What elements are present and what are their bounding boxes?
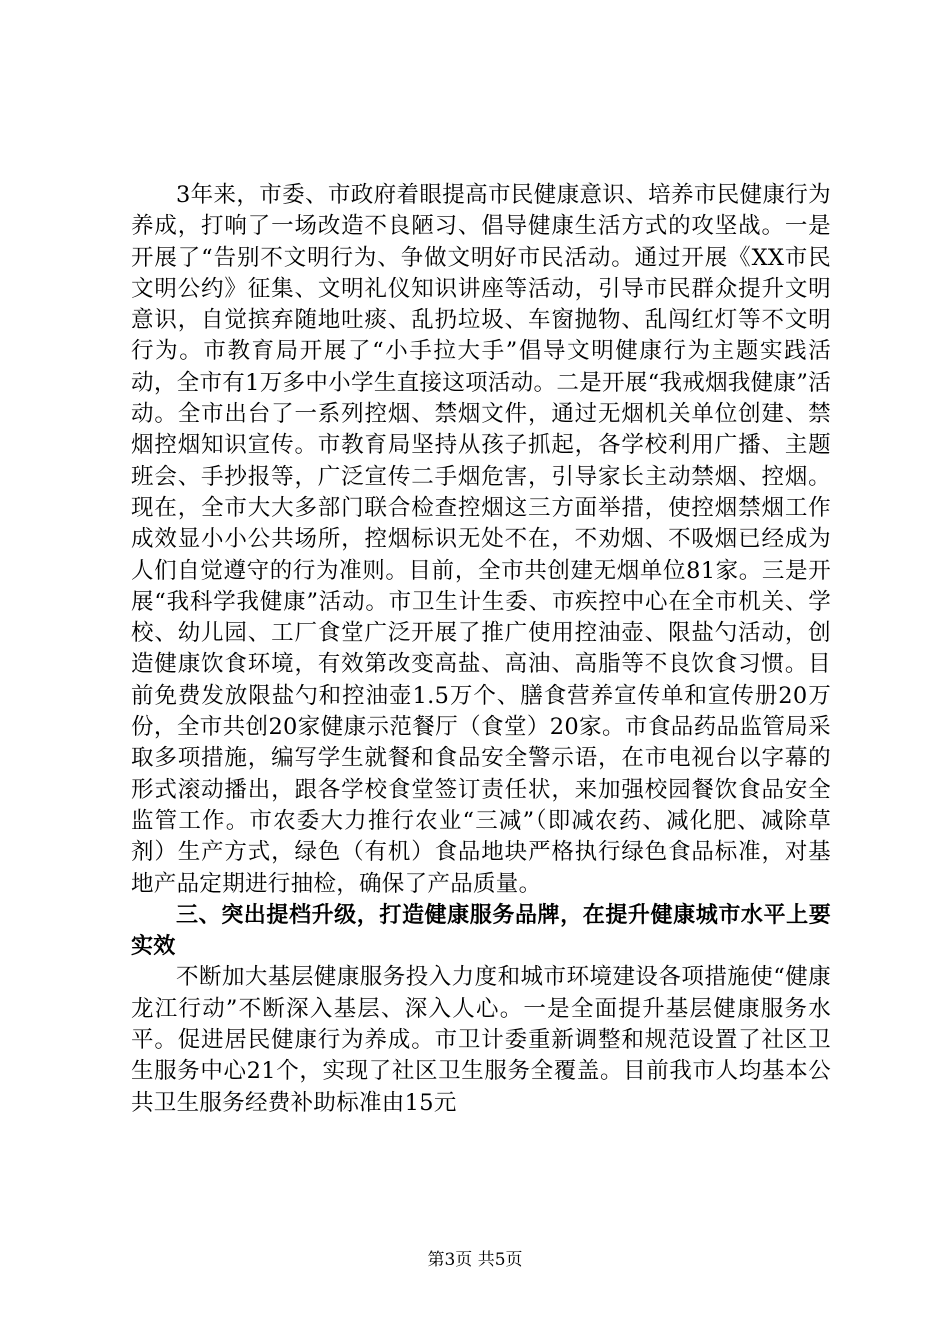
- section-heading-3: 三、突出提档升级，打造健康服务品牌，在提升健康城市水平上要实效: [131, 902, 831, 960]
- body-paragraph-2: 不断加大基层健康服务投入力度和城市环境建设各项措施使“健康龙江行动”不断深入基层、深入人心。一是全面提升基层健康服务水平。促进居民健康行为养成。市卫计委重新调整和规范设置了社区卫生服务中心21个，实现了社区卫生服务全覆盖。目前我市人均基本公共卫生服务经费补助标准由15元: [131, 964, 831, 1116]
- body-paragraph-1: 3年来，市委、市政府着眼提高市民健康意识、培养市民健康行为养成，打响了一场改造不良陋习、倡导健康生活方式的攻坚战。一是开展了“告别不文明行为、争做文明好市民活动。通过开展《XX市民文明公约》征集、文明礼仪知识讲座等活动，引导市民群众提升文明意识，自觉摈弃随地吐痰、乱扔垃圾、车窗抛物、乱闯红灯等不文明行为。市教育局开展了“小手拉大手”倡导文明健康行为主题实践活动，全市有1万多中小学生直接这项活动。二是开展“我戒烟我健康”活动。全市出台了一系列控烟、禁烟文件，通过无烟机关单位创建、禁烟控烟知识宣传。市教育局坚持从孩子抓起，各学校利用广播、主题班会、手抄报等，广泛宣传二手烟危害，引导家长主动禁烟、控烟。现在，全市大大多部门联合检查控烟这三方面举措，使控烟禁烟工作成效显小小公共场所，控烟标识无处不在，不劝烟、不吸烟已经成为人们自觉遵守的行为准则。目前，全市共创建无烟单位81家。三是开展“我科学我健康”活动。市卫生计生委、市疾控中心在全市机关、学校、幼儿园、工厂食堂广泛开展了推广使用控油壶、限盐勺活动，创造健康饮食环境，有效第改变高盐、高油、高脂等不良饮食习惯。目前免费发放限盐勺和控油壶1.5万个、膳食营养宣传单和宣传册20万份，全市共创20家健康示范餐厅（食堂）20家。市食品药品监管局采取多项措施，编写学生就餐和食品安全警示语，在市电视台以字幕的形式滚动播出，跟各学校食堂签订责任状，来加强校园餐饮食品安全监管工作。市农委大力推行农业“三减”（即减农药、减化肥、减除草剂）生产方式，绿色（有机）食品地块严格执行绿色食品标准，对基地产品定期进行抽检，确保了产品质量。: [131, 182, 831, 897]
- page-number-label: 第3页 共5页: [427, 1250, 523, 1270]
- document-body: [131, 180, 831, 1119]
- page-footer: [0, 1245, 950, 1270]
